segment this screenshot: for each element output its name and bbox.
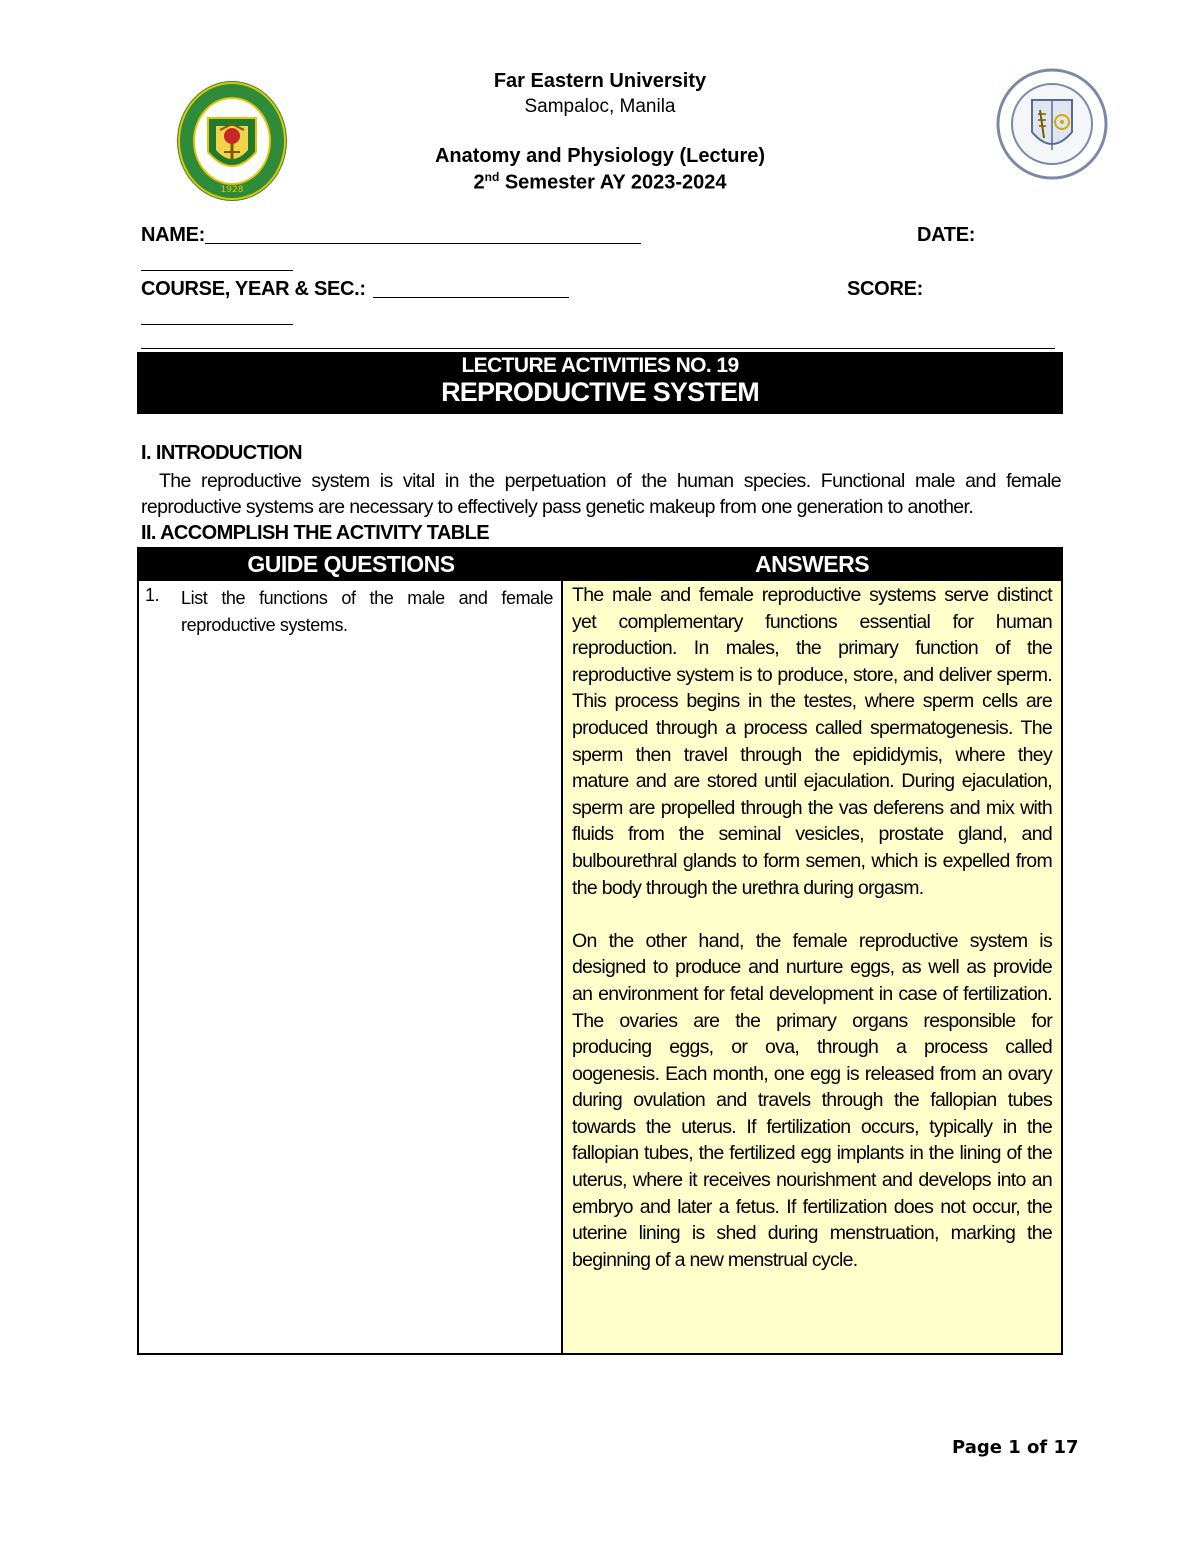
activity-title: REPRODUCTIVE SYSTEM xyxy=(441,377,759,407)
university-location: Sampaloc, Manila xyxy=(524,96,676,117)
semester-label: 2nd Semester AY 2023-2024 xyxy=(473,170,727,194)
activity-table xyxy=(137,547,1063,1355)
university-name: Far Eastern University xyxy=(493,70,707,92)
date-input[interactable] xyxy=(141,270,293,271)
svg-text:1928: 1928 xyxy=(220,185,244,195)
column-header-answers: ANSWERS xyxy=(754,551,870,577)
answer-paragraph-male: The male and female reproductive systems serve distinct yet complementary functions essential for human reproduction. In males, the primary function of the reproductive system is to produce, store, and deliver sperm. This process begins in the testes, where sperm cells are produced through a process called spermatogenesis. The sperm then travel through the epididymis, where they mature and are stored until ejaculation. During ejaculation, sperm are propelled through the vas deferens and mix with fluids from the seminal vesicles, prostate gland, and bulbourethral glands to form semen, which is expelled from the body through the urethra during orgasm. xyxy=(572,584,1052,899)
introduction-heading: I. INTRODUCTION xyxy=(141,442,302,464)
header-separator-line xyxy=(141,348,1055,349)
answer-text xyxy=(572,582,1052,1273)
table-header xyxy=(139,549,1061,581)
feu-seal-icon xyxy=(176,80,288,202)
answer-paragraph-female: On the other hand, the female reproductive system is designed to produce and nurture eggs, as well as provide an environment for fetal development in case of fertilization. The ovaries are the primary organs responsible for producing eggs, or ova, through a process called oogenesis. Each month, one egg is released from an ovary during ovulation and travels through the fallopian tubes towards the uterus. If fertilization occurs, typically in the fallopian tubes, the fertilized egg implants in the lining of the uterus, where it receives nourishment and develops into an embryo and later a fetus. If fertilization does not occur, the uterine lining is shed during menstruation, marking the beginning of a new menstrual cycle. xyxy=(572,929,1052,1271)
column-header-questions: GUIDE QUESTIONS xyxy=(247,551,455,577)
column-divider xyxy=(561,581,563,1353)
question-number: 1. xyxy=(145,585,160,605)
question-text: List the functions of the male and female reproductive systems. xyxy=(181,588,553,635)
ias-seal-icon xyxy=(996,68,1108,180)
name-input[interactable] xyxy=(205,243,641,244)
course-year-sec-label: COURSE, YEAR & SEC.: xyxy=(141,278,366,300)
score-input[interactable] xyxy=(141,324,293,325)
course-year-sec-input[interactable] xyxy=(373,297,569,298)
introduction-body: The reproductive system is vital in the perpetuation of the human species. Functional male and female reproductive systems are necessary to effectively pass genetic makeup from one generation to another. xyxy=(141,470,1061,518)
name-label: NAME: xyxy=(141,224,206,246)
page-number: Page 1 of 17 xyxy=(952,1437,1079,1458)
activity-heading: II. ACCOMPLISH THE ACTIVITY TABLE xyxy=(141,522,489,544)
course-title: Anatomy and Physiology (Lecture) xyxy=(434,145,766,167)
score-label: SCORE: xyxy=(847,278,923,300)
date-label: DATE: xyxy=(917,224,976,246)
activity-banner xyxy=(137,352,1063,414)
activity-number: LECTURE ACTIVITIES NO. 19 xyxy=(461,354,739,377)
